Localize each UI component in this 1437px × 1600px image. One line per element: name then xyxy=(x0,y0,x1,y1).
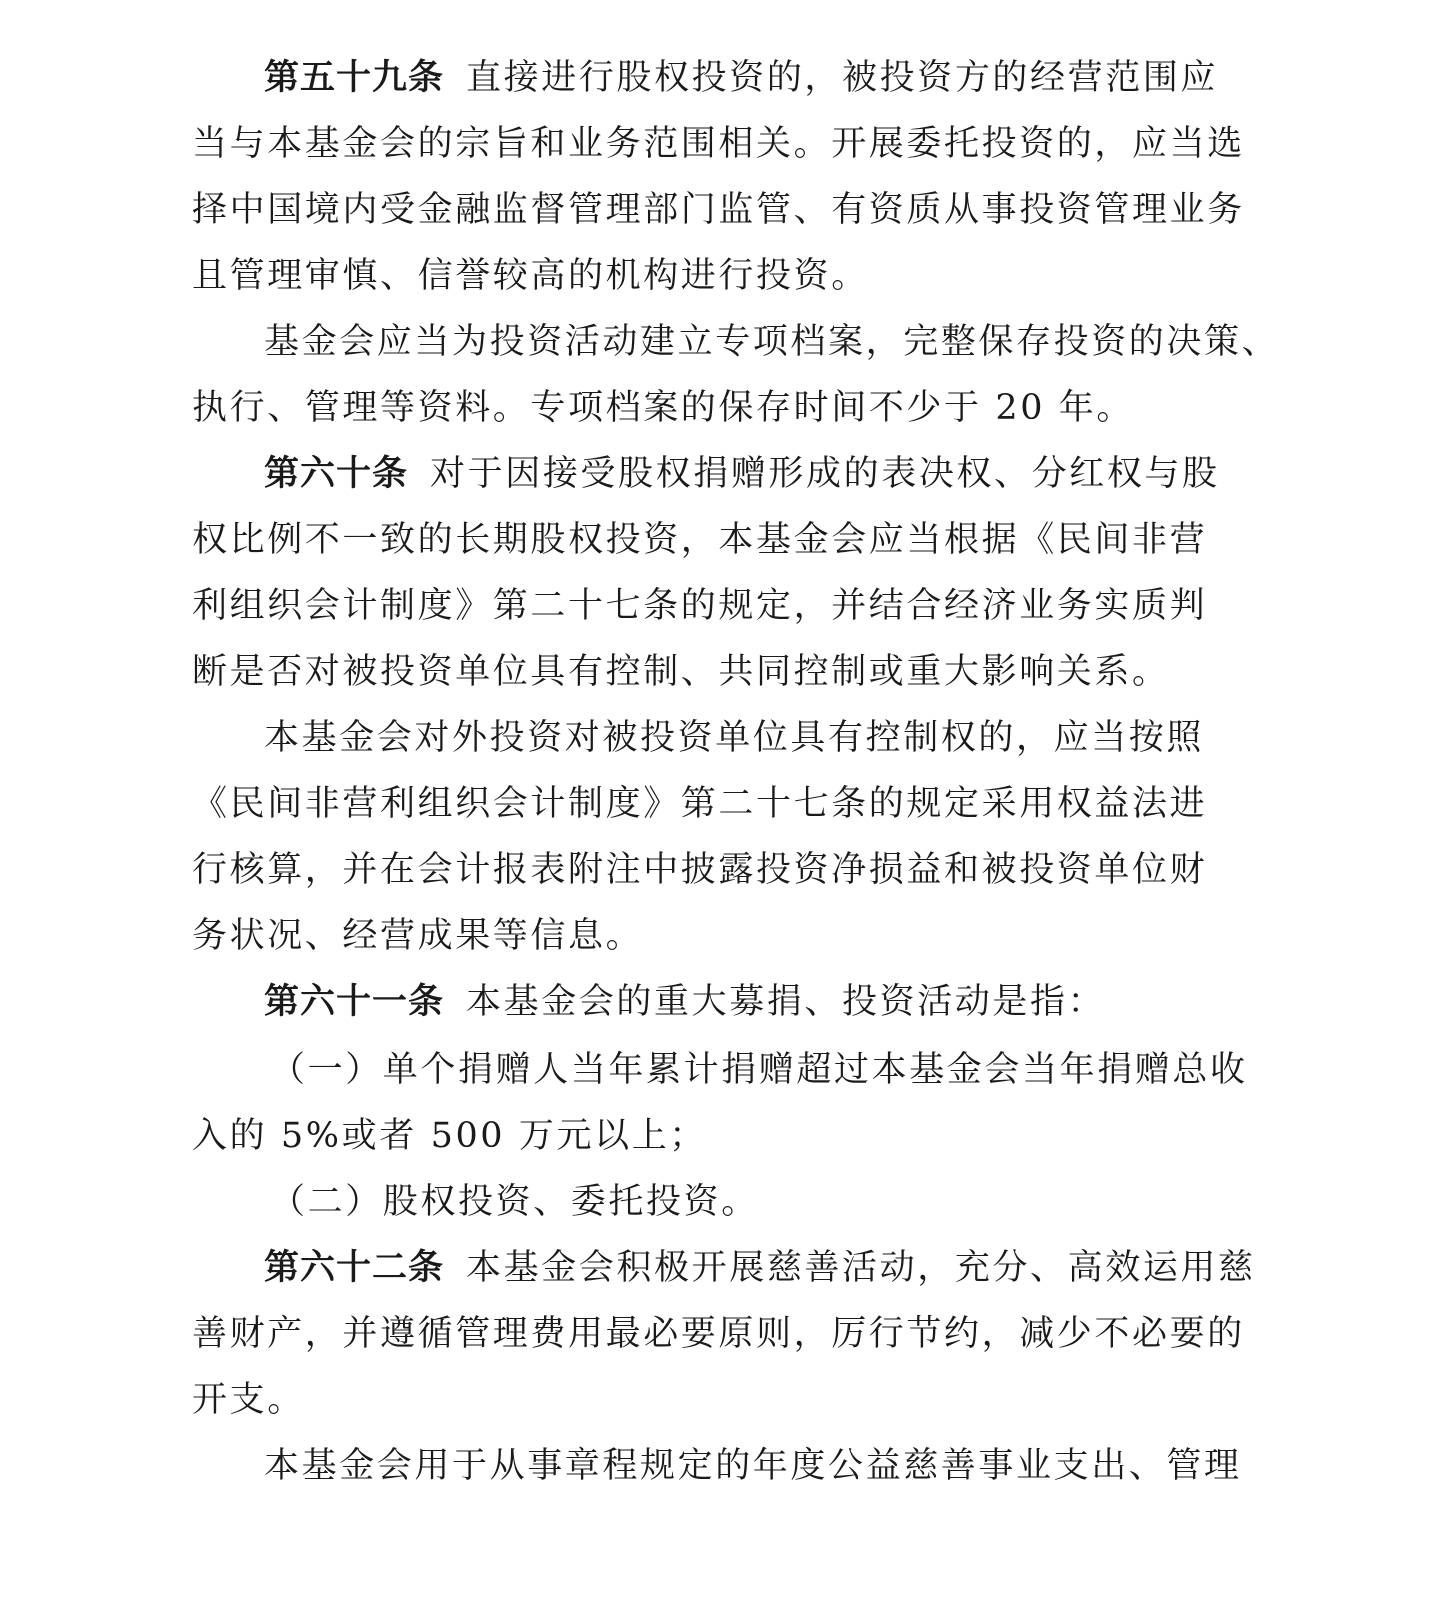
article-59-line-4: 且管理审慎、信誉较高的机构进行投资。 xyxy=(192,256,869,296)
article-62-line-3: 开支。 xyxy=(192,1380,305,1420)
article-61-item-1-line-1: （一）单个捐赠人当年累计捐赠超过本基金会当年捐赠总收 xyxy=(270,1050,1248,1090)
article-59-para2-line-2: 执行、管理等资料。专项档案的保存时间不少于 20 年。 xyxy=(192,388,1134,428)
article-62-line-1 xyxy=(264,1246,1256,1290)
article-60-line-4: 断是否对被投资单位具有控制、共同控制或重大影响关系。 xyxy=(192,652,1170,692)
article-61-heading: 第六十一条 xyxy=(264,982,445,1022)
article-60-para2-line-1: 本基金会对外投资对被投资单位具有控制权的，应当按照 xyxy=(264,718,1205,758)
article-61-text: 本基金会的重大募捐、投资活动是指： xyxy=(466,982,1106,1022)
article-59-line-3: 择中国境内受金融监督管理部门监管、有资质从事投资管理业务 xyxy=(192,190,1245,230)
article-60-para2-line-4: 务状况、经营成果等信息。 xyxy=(192,916,644,956)
article-62-line-2: 善财产，并遵循管理费用最必要原则，厉行节约，减少不必要的 xyxy=(192,1314,1245,1354)
article-61-item-1-line-2: 入的 5%或者 500 万元以上； xyxy=(192,1116,707,1156)
article-59-heading: 第五十九条 xyxy=(264,58,445,98)
article-60-para2-line-3: 行核算，并在会计报表附注中披露投资净损益和被投资单位财 xyxy=(192,850,1208,890)
article-59-text: 直接进行股权投资的，被投资方的经营范围应 xyxy=(466,58,1219,98)
article-60-heading: 第六十条 xyxy=(264,454,409,494)
article-60-text: 对于因接受股权捐赠形成的表决权、分红权与股 xyxy=(430,454,1220,494)
article-60-line-1 xyxy=(264,452,1220,496)
article-61-line-1 xyxy=(264,980,1105,1024)
article-62-heading: 第六十二条 xyxy=(264,1248,445,1288)
article-60-para2-line-2: 《民间非营利组织会计制度》第二十七条的规定采用权益法进 xyxy=(192,784,1208,824)
article-62-para2-line-1: 本基金会用于从事章程规定的年度公益慈善事业支出、管理 xyxy=(264,1446,1242,1486)
article-59-line-1 xyxy=(264,56,1218,100)
article-61-item-2: （二）股权投资、委托投资。 xyxy=(270,1182,759,1222)
article-62-text: 本基金会积极开展慈善活动，充分、高效运用慈 xyxy=(466,1248,1256,1288)
article-59-line-2: 当与本基金会的宗旨和业务范围相关。开展委托投资的，应当选 xyxy=(192,124,1245,164)
article-59-para2-line-1: 基金会应当为投资活动建立专项档案，完整保存投资的决策、 xyxy=(264,322,1280,362)
article-60-line-2: 权比例不一致的长期股权投资，本基金会应当根据《民间非营 xyxy=(192,520,1208,560)
article-60-line-3: 利组织会计制度》第二十七条的规定，并结合经济业务实质判 xyxy=(192,586,1208,626)
